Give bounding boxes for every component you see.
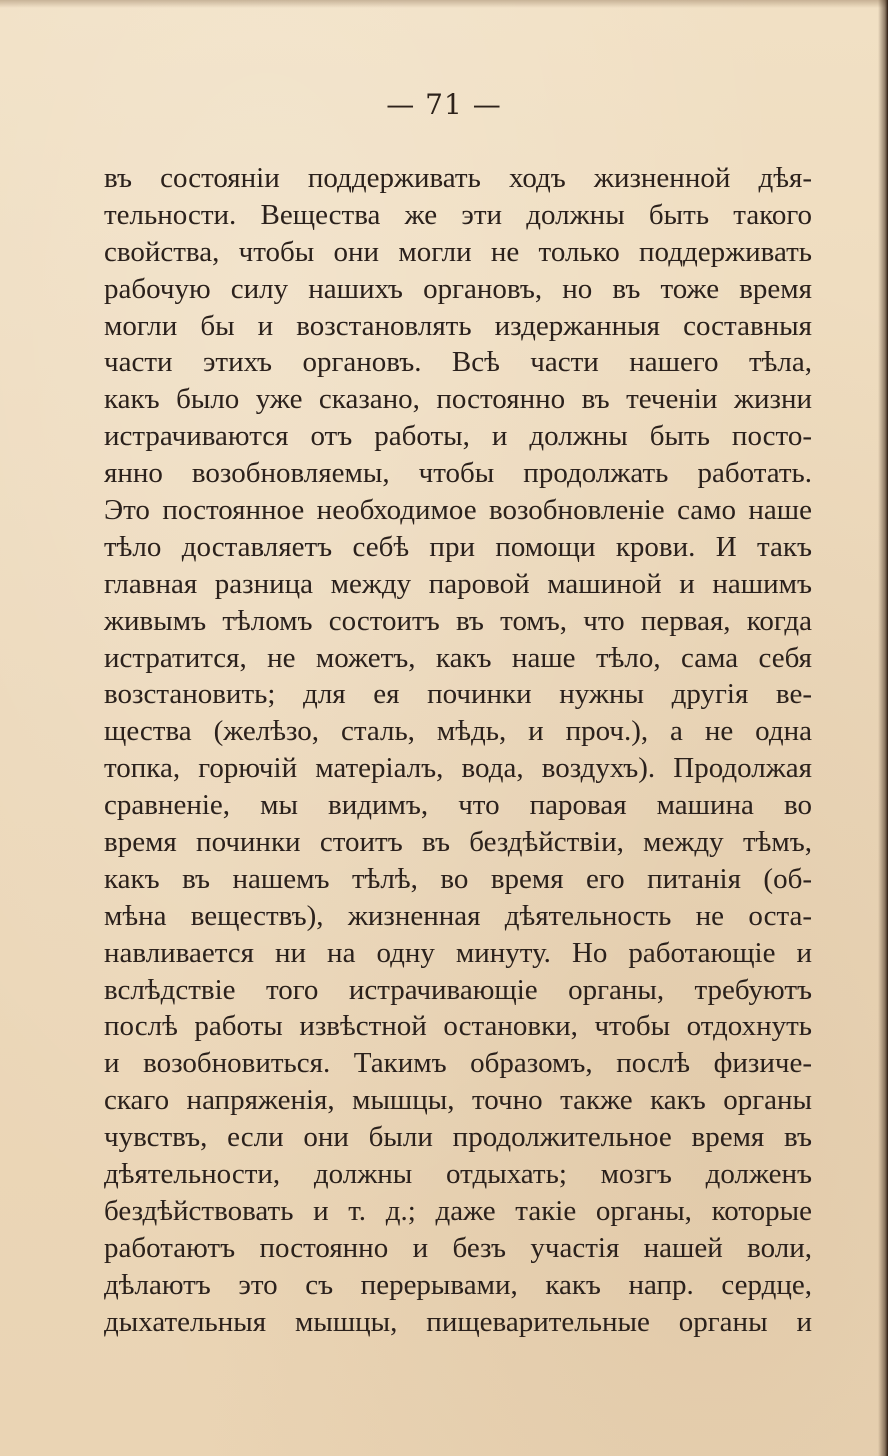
text-line: бездѣйствовать и т. д.; даже такіе органы, которые — [104, 1194, 812, 1227]
text-line: главная разница между паровой машиной и нашимъ — [104, 567, 812, 600]
text-line: время починки стоитъ въ бездѣйствіи, между тѣмъ, — [104, 826, 812, 859]
text-line: дѣлаютъ это съ перерывами, какъ напр. сердце, — [104, 1268, 812, 1301]
text-line: въ состояніи поддерживать ходъ жизненной дѣя- — [104, 162, 812, 194]
page-top-shadow — [0, 0, 888, 8]
text-line: вслѣдствіе того истрачивающіе органы, требуютъ — [104, 973, 812, 1006]
text-line: послѣ работы извѣстной остановки, чтобы отдохнуть — [104, 1010, 812, 1043]
text-line: дыхательныя мышцы, пищеварительные органы и — [104, 1305, 812, 1338]
page-edge-shadow — [878, 0, 888, 1456]
text-line: навливается ни на одну минуту. Но работающіе и — [104, 936, 812, 969]
text-line: работаютъ постоянно и безъ участія нашей воли, — [104, 1231, 812, 1264]
text-line: части этихъ органовъ. Всѣ части нашего тѣла, — [104, 346, 812, 379]
text-line: тѣло доставляетъ себѣ при помощи крови. И такъ — [104, 530, 812, 563]
body-text — [104, 160, 812, 1341]
text-line: рабочую силу нашихъ органовъ, но въ тоже время — [104, 272, 812, 305]
text-line: какъ было уже сказано, постоянно въ теченіи жизни — [104, 383, 812, 416]
text-line: скаго напряженія, мышцы, точно также какъ органы — [104, 1084, 812, 1117]
text-line: истратится, не можетъ, какъ наше тѣло, сама себя — [104, 641, 812, 674]
text-line: чувствъ, если они были продолжительное время въ — [104, 1121, 812, 1154]
text-line: какъ въ нашемъ тѣлѣ, во время его питанія (об- — [104, 862, 812, 895]
text-line: истрачиваются отъ работы, и должны быть посто- — [104, 420, 812, 453]
text-line: сравненіе, мы видимъ, что паровая машина во — [104, 789, 812, 822]
text-line: щества (желѣзо, сталь, мѣдь, и проч.), а не одна — [104, 715, 812, 748]
text-line: дѣятельности, должны отдыхать; мозгъ долженъ — [104, 1158, 812, 1191]
text-line: живымъ тѣломъ состоитъ въ томъ, что первая, когда — [104, 604, 812, 637]
page-number: — 71 — — [386, 88, 502, 121]
text-line: Это постоянное необходимое возобновленіе само наше — [104, 494, 812, 527]
text-line: тельности. Вещества же эти должны быть такого — [104, 198, 812, 231]
text-line: и возобновиться. Такимъ образомъ, послѣ физиче- — [104, 1047, 812, 1080]
text-line: мѣна веществъ), жизненная дѣятельность не оста- — [104, 899, 812, 932]
text-line: свойства, чтобы они могли не только поддерживать — [104, 235, 812, 268]
text-line: могли бы и возстановлять издержанныя составныя — [104, 309, 812, 342]
text-line: янно возобновляемы, чтобы продолжать работать. — [104, 457, 812, 490]
text-line: возстановить; для ея починки нужны другія ве- — [104, 678, 812, 711]
text-line: топка, горючій матеріалъ, вода, воздухъ). Продолжая — [104, 752, 812, 785]
